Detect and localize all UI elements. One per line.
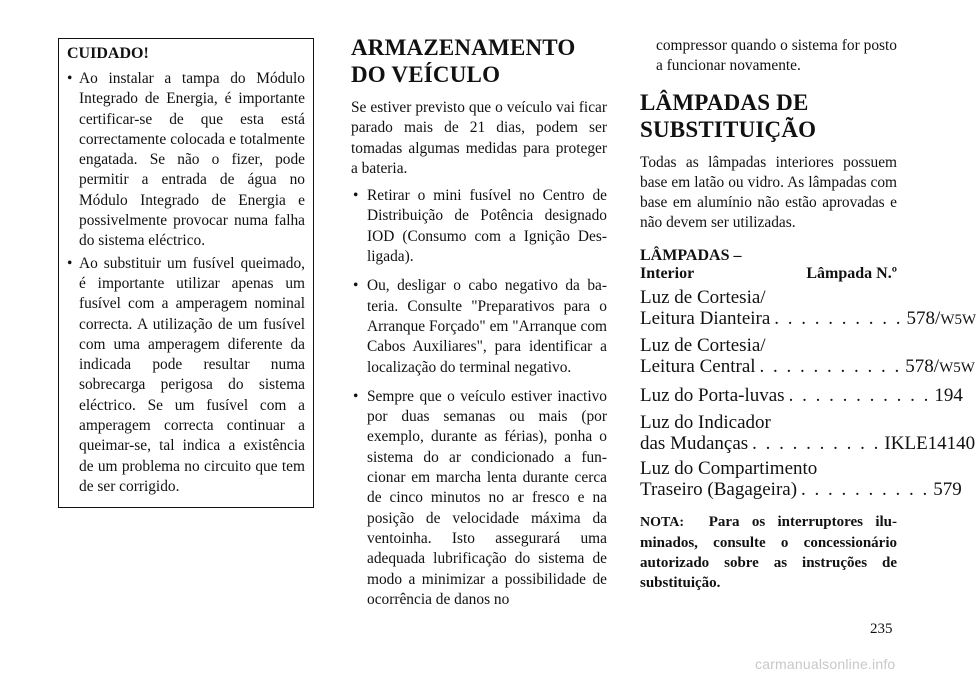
storage-item: • Sempre que o veículo estiver inactivo por duas semanas ou mais (por exemplo, durante as férias), ponha o sistema do ar condicionado a funcionar em marcha lenta durante cerca de cinco minutos no ar fresco e na posição de velocidade máxima da ventoinha. Isto assegurará uma adequada lubrificação do sistema de modo a minimizar a possibilidade de ocorrência de danos no [351, 387, 607, 610]
caution-item: • Ao substituir um fusível queimado, é importante utilizar apenas um fusível com a amperagem nominal correcta. A utilização de um fusível com uma amperagem diferente da indicada pode resultar numa sobrecarga perigosa do sistema eléctrico. Se um fusível com a amperagem correcta continuar a queimar-se, tal indica a existência de um problema no circuito que tem de ser corrigido. [67, 254, 305, 498]
lamp-entry-value: 578/ [906, 307, 941, 329]
note-label: NOTA: [640, 514, 685, 530]
lamp-entry-line2: Traseiro (Bagageira) [640, 478, 798, 500]
page-number: 235 [870, 621, 893, 637]
lamp-entry-line1: Luz do Indicador [640, 411, 771, 433]
note-text: Para os interruptores iluminados, consulte o concessionário autorizado sobre as instruções de substituição. [640, 513, 898, 591]
lamp-entry-line2: Luz do Porta-luvas [640, 384, 785, 406]
lamp-entry-dots: . . . . . . . . . . [801, 478, 930, 500]
storage-heading: ARMAZENAMENTO DO VEÍCULO [351, 35, 576, 87]
lamps-table-title: LÂMPADAS – [640, 246, 742, 264]
lamp-entry-value: IKLE14140 [884, 432, 976, 454]
lamp-entry-line2: das Mudanças [640, 432, 749, 454]
lamps-table-header [640, 265, 897, 283]
caution-title: CUIDADO! [67, 45, 149, 62]
lamp-entry-line1: Luz do Compartimento [640, 457, 818, 479]
lamp-entry-line1: Luz de Cortesia/ [640, 286, 766, 308]
storage-continuation: compressor quando o sistema for posto a funcionar novamente. [656, 37, 897, 75]
lamp-entry-dots: . . . . . . . . . . [774, 307, 903, 329]
lamp-entry-value: 579 [933, 478, 962, 500]
caution-box [58, 38, 314, 508]
lamps-heading: LÂMPADAS DE SUBSTITUIÇÃO [640, 89, 817, 142]
lamp-entry-dots: . . . . . . . . . . . [759, 355, 902, 377]
storage-intro: Se estiver previsto que o veículo vai ficar parado mais de 21 dias, podem ser tomadas algumas medidas para proteger a bateria. [351, 99, 607, 177]
lamp-entry-value-code: W5W [940, 311, 976, 328]
lamp-entry-value-code: W5W [939, 359, 975, 376]
storage-item: • Retirar o mini fusível no Centro de Distribuição de Potência designado IOD (Consumo com a Ignição Desligada). [351, 186, 607, 267]
lamps-intro: Todas as lâmpadas interiores possuem base em latão ou vidro. As lâmpadas com base em alumínio não estão aprovadas e não devem ser utilizadas. [640, 153, 897, 232]
lamps-note [640, 512, 897, 593]
lamp-entry [640, 457, 962, 500]
lamp-entry-value: 194 [934, 384, 963, 406]
watermark-text: carmanualsonline.info [755, 656, 896, 672]
lamp-entry [640, 384, 963, 406]
lamp-entry-line2: Leitura Central [640, 355, 756, 377]
storage-list [351, 186, 607, 610]
lamp-entry [640, 334, 975, 379]
lamp-entry-line1: Luz de Cortesia/ [640, 334, 766, 356]
lamps-col-location: Interior [640, 264, 695, 282]
lamps-col-bulb: Lâmpada N.º [806, 264, 897, 282]
lamp-entry-value: 578/ [905, 355, 940, 377]
caution-list [67, 69, 305, 497]
lamps-column [640, 0, 976, 593]
caution-item: • Ao instalar a tampa do Módulo Integrado de Energia, é importante certificar-se de que esta está correctamente colocada e totalmente engatada. Se não o fizer, pode permitir a entrada de água no Módulo Integrado de Energia e possivelmente provocar numa falha do sistema eléctrico. [67, 69, 305, 252]
storage-item: • Ou, desligar o cabo negativo da bateria. Consulte "Preparativos para o Arranque Forçado" em "Arranque com Cabos Auxiliares", para identificar a localização do terminal negativo. [351, 276, 607, 377]
caution-column [58, 38, 314, 508]
lamp-entry-dots: . . . . . . . . . . [752, 432, 881, 454]
lamp-entry [640, 411, 976, 454]
lamp-entry [640, 286, 976, 331]
lamp-entry-line2: Leitura Dianteira [640, 307, 771, 329]
storage-column [351, 0, 607, 612]
lamp-entry-dots: . . . . . . . . . . . [788, 384, 931, 406]
